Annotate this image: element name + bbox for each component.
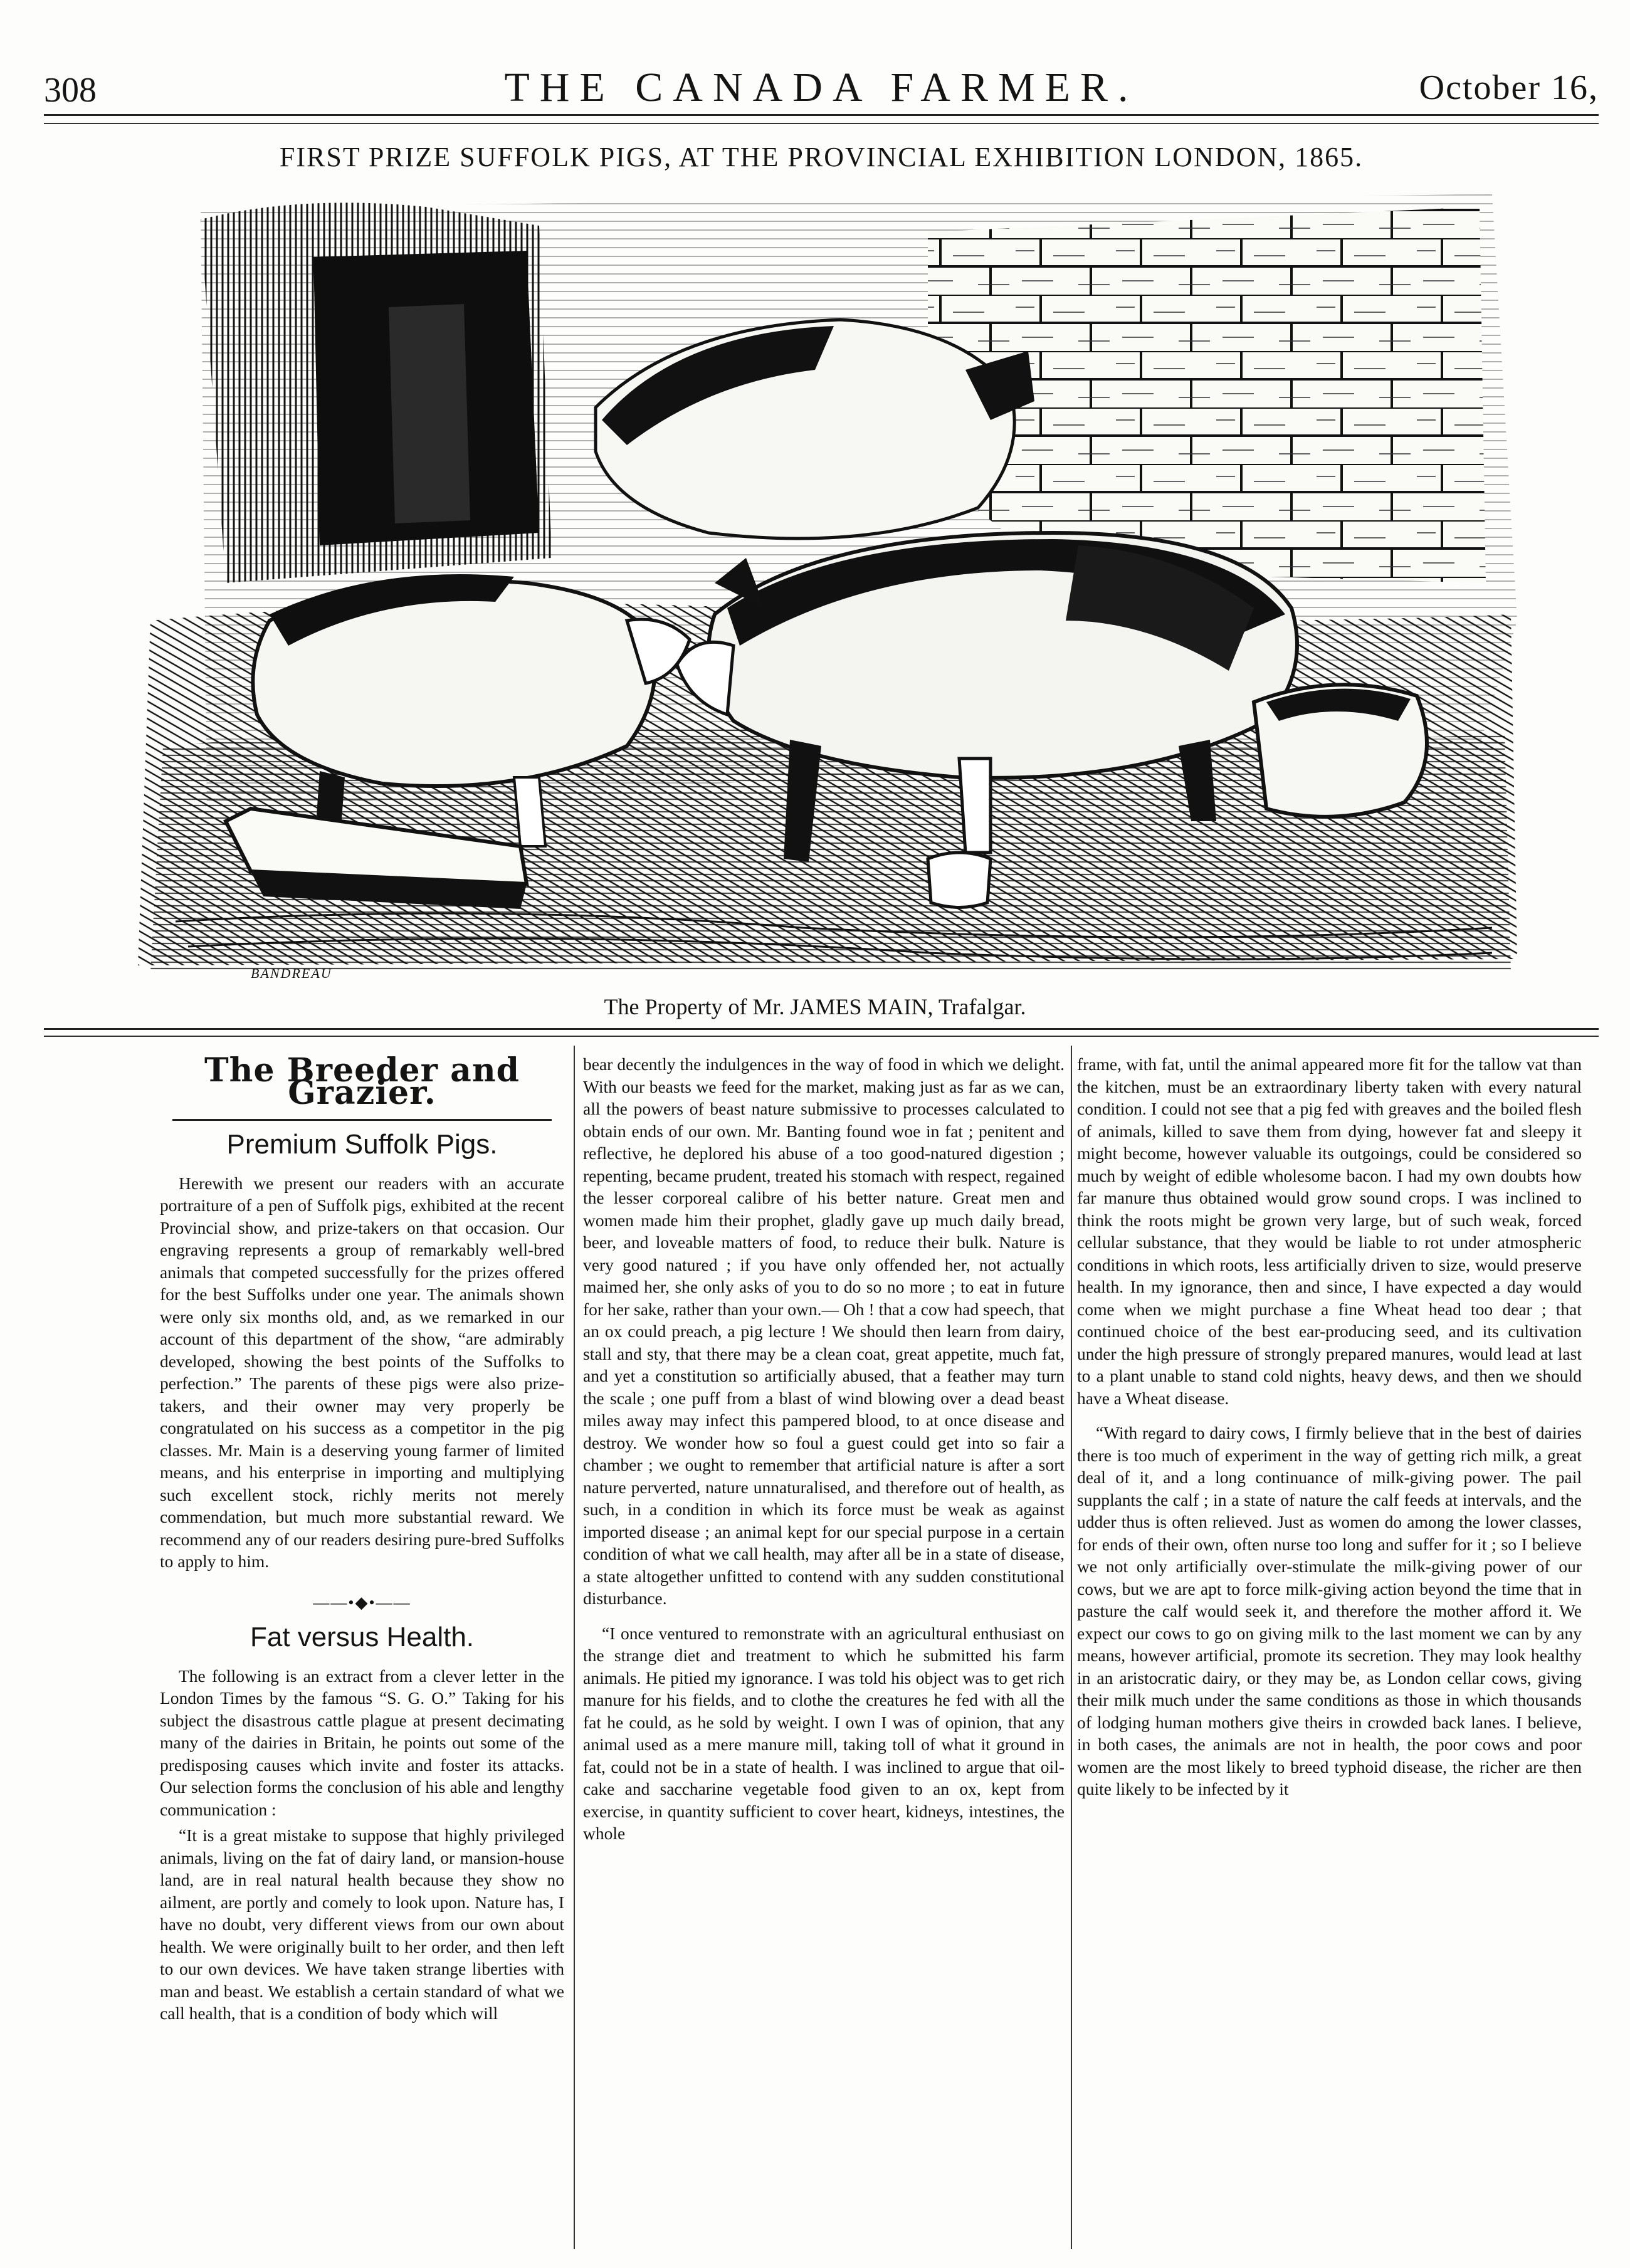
article-paragraph: “It is a great mistake to suppose that highly privileged animals, living on the fat of dairy land, or mansion-house land, are in real natural health because they show no ailment, are portly and comely to look upon. Nature has, I have no doubt, very different views from our own about health. We were originally built to her order, and then left to our own devices. We have taken strange liberties with man and beast. We establish a certain standard of what we call health, that is a condition of body which will bbox=[160, 1825, 564, 2023]
engraver-signature: BANDREAU bbox=[251, 965, 332, 981]
suffolk-pigs-engraving bbox=[113, 182, 1523, 997]
article-paragraph-continued: frame, with fat, until the animal appeared more fit for the tallow vat than the kitchen, must be an extraordinary liberty taken with every natural condition. I could not see that a pig fed with greaves and the boiled flesh of animals, killed to save them from dying, however fat and sleepy it might become, however valuable its outgoings, could be considered so much by weight of edible wholesome bacon. I had my own doubts how far manure thus obtained would grow sound crops. I was inclined to think the roots might be grown very large, but of such weak, forced cellular substance, that they would be liable to rot under atmospheric conditions in which roots, less artificially driven to size, would preserve health. In my ignorance, then and since, I have expected a day would come when we might purchase a fine Wheat head too dear ; that continued choice of the best ear-producing seed, and its cultivation under the high pressure of strongly prepared manures, would lead at last to a plant unable to stand cold nights, heavy dews, and then we should have a Wheat disease. bbox=[1077, 1054, 1582, 1408]
masthead-rule bbox=[44, 114, 1599, 116]
column-divider-2 bbox=[1071, 1046, 1072, 2249]
column-3 bbox=[1077, 1053, 1582, 1800]
masthead bbox=[44, 25, 1599, 110]
column-divider-1 bbox=[574, 1046, 575, 2249]
article-paragraph: “I once ventured to remonstrate with an agricultural enthusiast on the strange diet and treatment to which he submitted his farm animals. He pitied my ignorance. I was told his object was to get rich manure for his fields, and to clothe the creatures he fed with all the fat he could, as he sold by weight. I own I was of opinion, that any animal used as a mere manure mill, taking toll of what it ground in fat, could not be in a state of health. I was inclined to argue that oil-cake and saccharine vegetable food given to an ox, kept from exercise, in quantity sufficient to cover heart, kidneys, intestines, the whole bbox=[583, 1623, 1065, 1843]
article-paragraph: The following is an extract from a clever letter in the London Times by the famous “S. G. O.” Taking for his subject the disastrous cattle plague at present decimating many of the dairies in Britain, he points out some of the predisposing causes which invite and foster its attacks. Our selection forms the conclusion of his able and lengthy communication : bbox=[160, 1666, 564, 1819]
article-separator-ornament: ——•◆•—— bbox=[313, 1593, 411, 1612]
issue-date: October 16, bbox=[1419, 68, 1599, 107]
section-title: The Breeder and Grazier. bbox=[204, 1051, 520, 1112]
illustration-caption: The Property of Mr. JAMES MAIN, Trafalgar. bbox=[604, 994, 1026, 1019]
newspaper-title: THE CANADA FARMER. bbox=[504, 65, 1138, 110]
caption-rule bbox=[44, 1028, 1599, 1030]
article-title-premium-suffolk-pigs: Premium Suffolk Pigs. bbox=[226, 1129, 498, 1160]
article-paragraph: Herewith we present our readers with an accurate portraiture of a pen of Suffolk pigs, exhibited at the recent Provincial show, and prize-takers on that occasion. Our engraving represents a group of remarkably well-bred animals that competed successfully for the prizes offered for the best Suffolks under one year. The animals shown were only six months old, and, as we remarked in our account of this department of the show, “are admirably developed, showing the best points of the Suffolks to perfection.” The parents of these pigs were also prize-takers, and their owner may very properly be congratulated on his success as a competitor in the pig classes. Mr. Main is a deserving young farmer of limited means, and his enterprise in importing and multiplying such excellent stock, richly merits not merely commendation, but much more substantial reward. We recommend any of our readers desiring pure-bred Suffolks to apply to him. bbox=[160, 1173, 564, 1571]
section-rule bbox=[172, 1119, 552, 1121]
column-1 bbox=[160, 1053, 564, 2025]
masthead-rule-thin bbox=[44, 123, 1599, 124]
article-title-fat-versus-health: Fat versus Health. bbox=[250, 1622, 475, 1652]
illustration-title: FIRST PRIZE SUFFOLK PIGS, AT THE PROVINCIAL EXHIBITION LONDON, 1865. bbox=[279, 142, 1364, 172]
article-paragraph-continued: bear decently the indulgences in the way of food in which we delight. With our beasts we feed for the market, making just as far as we can, all the powers of beast nature submissive to processes calculated to obtain ends of our own. Mr. Banting found woe in fat ; penitent and reflective, he deplored his abuse of a too good-natured digestion ; repenting, became prudent, treated his stomach with respect, regained the lesser corporeal calibre of his better nature. Great men and women made him their prophet, gladly gave up much daily bread, beer, and loveable matters of food, to reduce their bulk. Nature is very good natured ; if you have only offended her, not actually maimed her, she only asks of you to do so no more ; to eat in future for her sake, rather than your own.— Oh ! that a cow had speech, that an ox could preach, a pig lecture ! We should then learn from dairy, stall and sty, that there may be a clean coat, great appetite, much fat, and yet a constitution so artificially abused, that a feather may turn the scale ; one puff from a blast of wind blowing over a dead beast miles away may infect this pampered blood, to at once disease and destroy. We wonder how so foul a guest could get into so fair a chamber ; we ought to remember that artificial nature is after a sort nature perverted, nature unnaturalised, and therefore out of health, as such, in a condition in which its force must be weak as against imported disease ; an animal kept for our special purpose in a certain condition of what we call health, may after all be in a state of disease, a state altogether unfitted to contend with any sudden constitutional disturbance. bbox=[583, 1054, 1065, 1608]
column-2 bbox=[583, 1053, 1065, 1845]
caption-rule-thin bbox=[44, 1036, 1599, 1037]
article-paragraph: “With regard to dairy cows, I firmly believe that in the best of dairies there is too much of experiment in the way of getting rich milk, a great deal of it, and a long continuance of milk-giving power. The pail supplants the calf ; in a state of nature the calf feeds at intervals, and the udder thus is often relieved. Just as women do among the lower classes, for ends of their own, often nurse too long and suffer for it ; so I believe we not only artificially over-stimulate the milk-giving power of our cows, but we are apt to force milk-giving action beyond the time that in pasture the calf would seek it, and therefore the mother afford it. We expect our cows to go on giving milk to the last moment we can by any means, however artificial, promote its secretion. They may look healthy in an aristocratic dairy, or they may be, as London cellar cows, giving their milk much under the same conditions as those in which thousands of lodging human mothers give theirs in crowded back lanes. I believe, in both cases, the animals are not in health, the poor cows and poor women are the most likely to breed typhoid disease, the richer are then quite likely to be infected by it bbox=[1077, 1423, 1582, 1798]
page-number: 308 bbox=[44, 71, 97, 110]
